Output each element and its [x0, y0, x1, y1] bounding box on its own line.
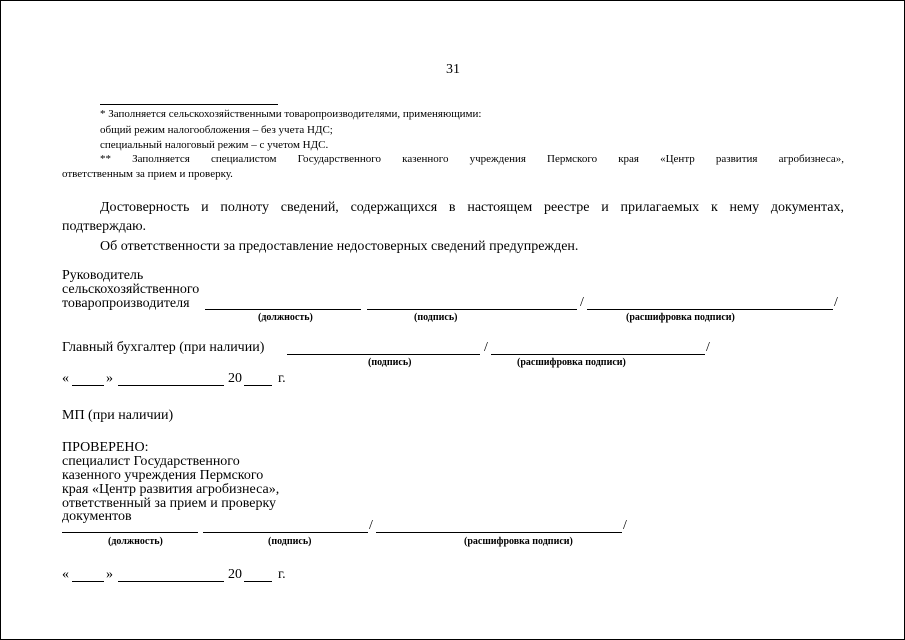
checked-signature-field[interactable] — [203, 532, 368, 533]
head-position-caption: (должность) — [258, 312, 313, 323]
date-1-close-quote: » — [106, 371, 113, 386]
checked-line-3: края «Центр развития агробизнеса», — [62, 482, 280, 497]
head-label-line-1: Руководитель — [62, 268, 144, 283]
date-2-month-field[interactable] — [118, 581, 224, 582]
checked-line-5: документов — [62, 509, 132, 524]
head-label-line-2: сельскохозяйственного — [62, 282, 200, 297]
date-1-year-prefix: 20 — [228, 371, 242, 386]
head-position-field[interactable] — [205, 309, 361, 310]
checked-slash-right: / — [623, 518, 627, 533]
checked-position-field[interactable] — [62, 532, 198, 533]
checked-decoding-field[interactable] — [376, 532, 622, 533]
date-2-day-field[interactable] — [72, 581, 104, 582]
date-2-close-quote: » — [106, 567, 113, 582]
accountant-slash-right: / — [706, 340, 710, 355]
footnote-2-line-2: ответственным за прием и проверку. — [62, 168, 233, 180]
checked-line-4: ответственный за прием и проверку — [62, 496, 277, 511]
head-slash-left: / — [580, 295, 584, 310]
date-2-year-suffix: г. — [278, 567, 286, 582]
head-signature-field[interactable] — [367, 309, 577, 310]
accountant-label: Главный бухгалтер (при наличии) — [62, 340, 265, 355]
accountant-slash-left: / — [484, 340, 488, 355]
date-1-month-field[interactable] — [118, 385, 224, 386]
date-1-year-field[interactable] — [244, 385, 272, 386]
accountant-signature-field[interactable] — [287, 354, 480, 355]
date-1-year-suffix: г. — [278, 371, 286, 386]
date-2-year-field[interactable] — [244, 581, 272, 582]
page-number: 31 — [446, 62, 460, 77]
footnote-2-line-1: ** Заполняется специалистом Государственного казенного учреждения Пермского края «Центр развития агробизнеса», — [100, 153, 844, 165]
checked-line-1: специалист Государственного — [62, 454, 240, 469]
checked-line-2: казенного учреждения Пермского — [62, 468, 264, 483]
footnote-1-line-1: * Заполняется сельскохозяйственными товаропроизводителями, применяющими: — [100, 108, 482, 120]
confirmation-line-2: подтверждаю. — [62, 219, 147, 234]
date-2-open-quote: « — [62, 567, 69, 582]
confirmation-line-1: Достоверность и полноту сведений, содержащихся в настоящем реестре и прилагаемых к нему документах, — [100, 200, 844, 215]
accountant-decoding-caption: (расшифровка подписи) — [517, 357, 626, 368]
checked-heading: ПРОВЕРЕНО: — [62, 440, 149, 455]
footnote-rule — [100, 104, 278, 105]
date-1-open-quote: « — [62, 371, 69, 386]
footnote-1-line-2: общий режим налогообложения – без учета НДС; — [100, 124, 333, 136]
accountant-decoding-field[interactable] — [491, 354, 705, 355]
head-decoding-field[interactable] — [587, 309, 833, 310]
checked-position-caption: (должность) — [108, 536, 163, 547]
date-1-day-field[interactable] — [72, 385, 104, 386]
head-decoding-caption: (расшифровка подписи) — [626, 312, 735, 323]
head-slash-right: / — [834, 295, 838, 310]
responsibility-text: Об ответственности за предоставление недостоверных сведений предупрежден. — [100, 239, 579, 254]
head-label-line-3: товаропроизводителя — [62, 296, 190, 311]
checked-slash-left: / — [369, 518, 373, 533]
checked-signature-caption: (подпись) — [268, 536, 312, 547]
checked-decoding-caption: (расшифровка подписи) — [464, 536, 573, 547]
head-signature-caption: (подпись) — [414, 312, 458, 323]
footnote-1-line-3: специальный налоговый режим – с учетом НДС. — [100, 139, 329, 151]
accountant-signature-caption: (подпись) — [368, 357, 412, 368]
date-2-year-prefix: 20 — [228, 567, 242, 582]
stamp-label: МП (при наличии) — [62, 408, 174, 423]
